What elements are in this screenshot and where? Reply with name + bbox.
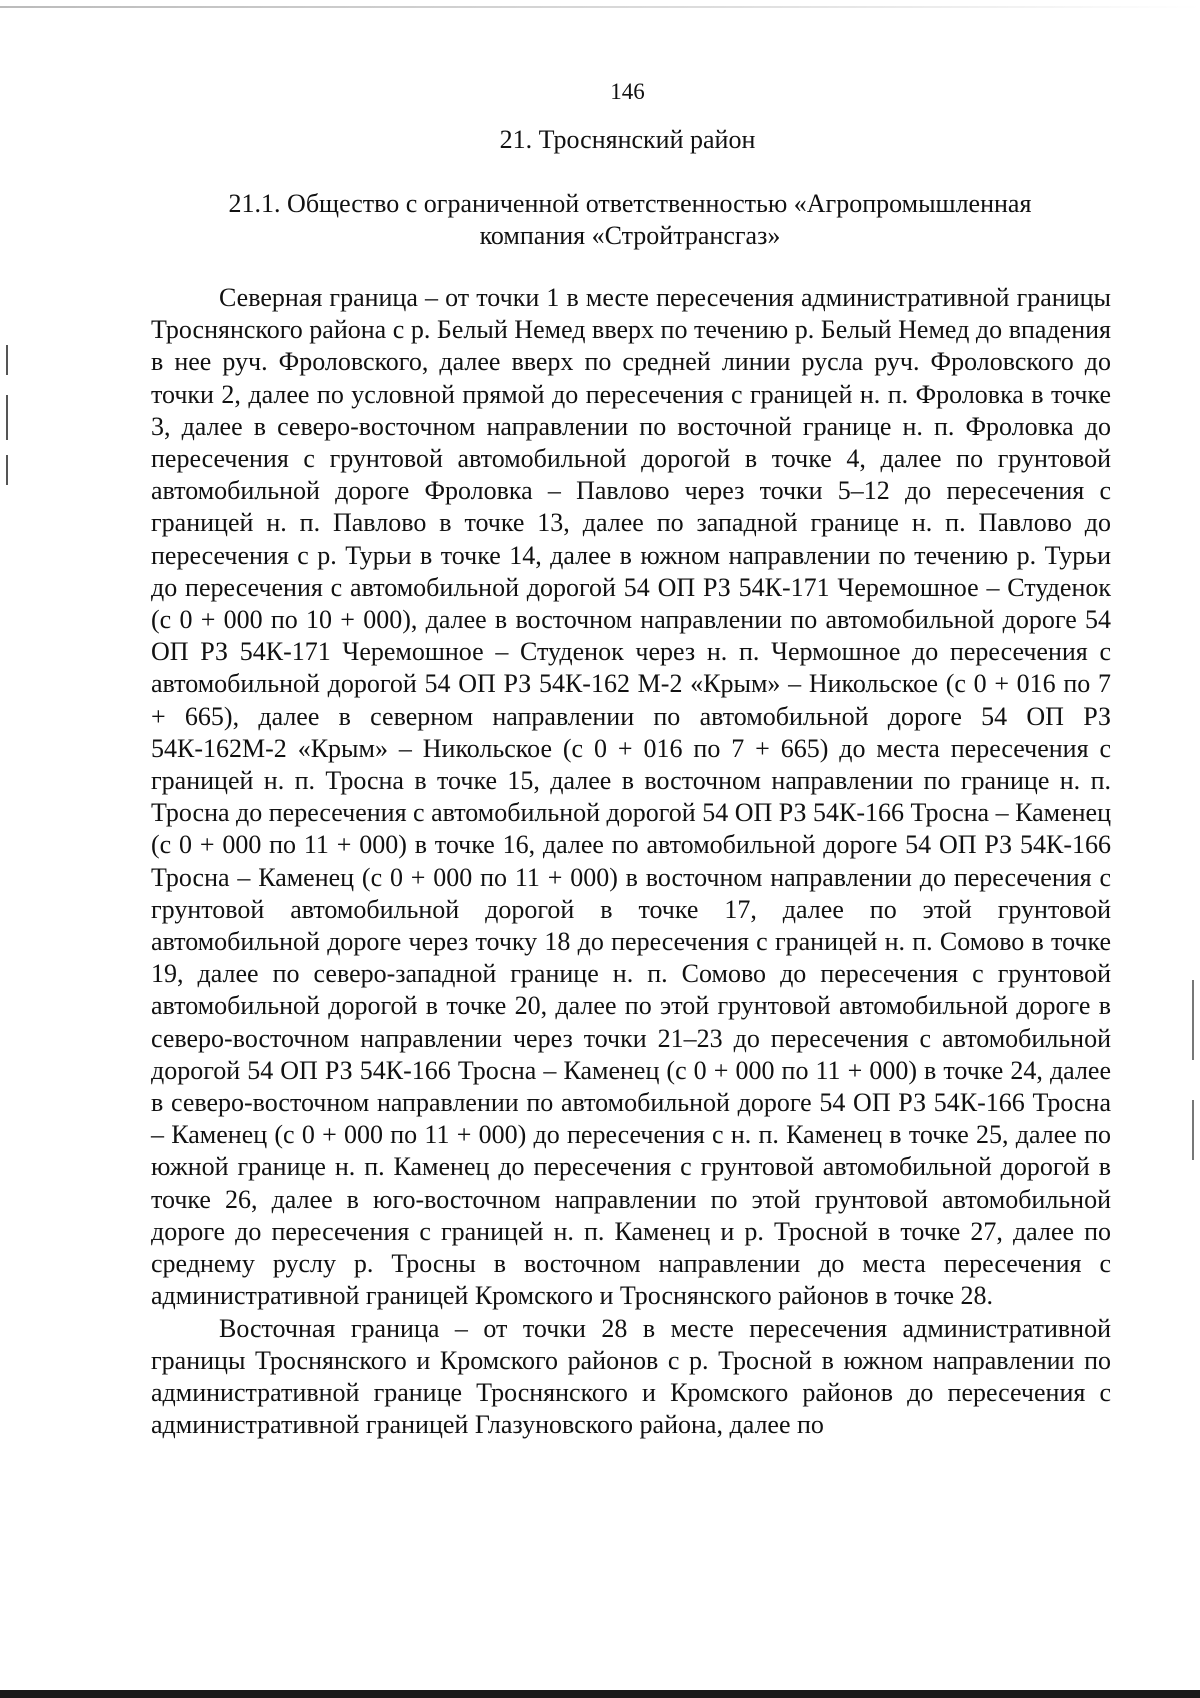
scan-right-edge-mark (1192, 980, 1194, 1060)
body-text (151, 282, 1111, 1441)
section-title: 21. Троснянский район (499, 125, 756, 154)
scan-right-edge-mark (1192, 1100, 1194, 1160)
paragraph-northern-boundary: Северная граница – от точки 1 в месте пересечения административной границы Троснянского района с р. Белый Немед вверх по течению р. Белый Немед до впадения в нее руч. Фроловского, далее вверх по средней линии русла руч. Фроловского до точки 2, далее по условной прямой до пересечения с границей н. п. Фроловка в точке 3, далее в северо-восточном направлении по восточной границе н. п. Фроловка до пересечения с грунтовой автомобильной дорогой в точке 4, далее по грунтовой автомобильной дороге Фроловка – Павлово через точки 5–12 до пересечения с границей н. п. Павлово в точке 13, далее по западной границе н. п. Павлово до пересечения с р. Турьи в точке 14, далее в южном направлении по течению р. Турьи до пересечения с автомобильной дорогой 54 ОП РЗ 54К-171 Черемошное – Студенок (с 0 + 000 по 10 + 000), далее в восточном направлении по автомобильной дороге 54 ОП РЗ 54К-171 Черемошное – Студенок через н. п. Чермошное до пересечения с автомобильной дорогой 54 ОП РЗ 54К-162 М-2 «Крым» – Никольское (с 0 + 016 по 7 + 665), далее в северном направлении по автомобильной дороге 54 ОП РЗ 54К-162М-2 «Крым» – Никольское (с 0 + 016 по 7 + 665) до места пересечения с границей н. п. Тросна в точке 15, далее в восточном направлении по границе н. п. Тросна до пересечения с автомобильной дорогой 54 ОП РЗ 54К-166 Тросна – Каменец (с 0 + 000 по 11 + 000) в точке 16, далее по автомобильной дороге 54 ОП РЗ 54К-166 Тросна – Каменец (с 0 + 000 по 11 + 000) в восточном направлении до пересечения с грунтовой автомобильной дорогой в точке 17, далее по этой грунтовой автомобильной дороге через точку 18 до пересечения с границей н. п. Сомово в точке 19, далее по северо-западной границе н. п. Сомово до пересечения с грунтовой автомобильной дорогой в точке 20, далее по этой грунтовой автомобильной дороге в северо-восточном направлении через точки 21–23 до пересечения с автомобильной дорогой 54 ОП РЗ 54К-166 Тросна – Каменец (с 0 + 000 по 11 + 000) в точке 24, далее в северо-восточном направлении по автомобильной дороге 54 ОП РЗ 54К-166 Тросна – Каменец (с 0 + 000 по 11 + 000) до пересечения с н. п. Каменец в точке 25, далее по южной границе н. п. Каменец до пересечения с грунтовой автомобильной дорогой в точке 26, далее в юго-восточном направлении по этой грунтовой автомобильной дороге до пересечения с границей н. п. Каменец и р. Тросной в точке 27, далее по среднему руслу р. Тросны в восточном направлении до места пересечения с административной границей Кромского и Троснянского районов в точке 28. (151, 283, 1111, 1311)
scan-left-edge-mark (6, 345, 8, 375)
subsection-title-line: 21.1. Общество с ограниченной ответственностью «Агропромышленная (228, 189, 1032, 218)
subsection-title (150, 188, 1110, 252)
scan-top-edge-line (0, 6, 1200, 8)
paragraph-eastern-boundary: Восточная граница – от точки 28 в месте пересечения административной границы Троснянского и Кромского районов с р. Тросной в южном направлении по административной границе Троснянского и Кромского районов до пересечения с административной границей Глазуновского района, далее по (151, 1313, 1111, 1440)
scan-left-edge-mark (6, 455, 8, 485)
page-number: 146 (610, 79, 645, 104)
scan-bottom-edge-bar (0, 1690, 1200, 1698)
scan-left-edge-mark (6, 395, 8, 440)
subsection-title-line: компания «Стройтрансгаз» (479, 221, 781, 250)
